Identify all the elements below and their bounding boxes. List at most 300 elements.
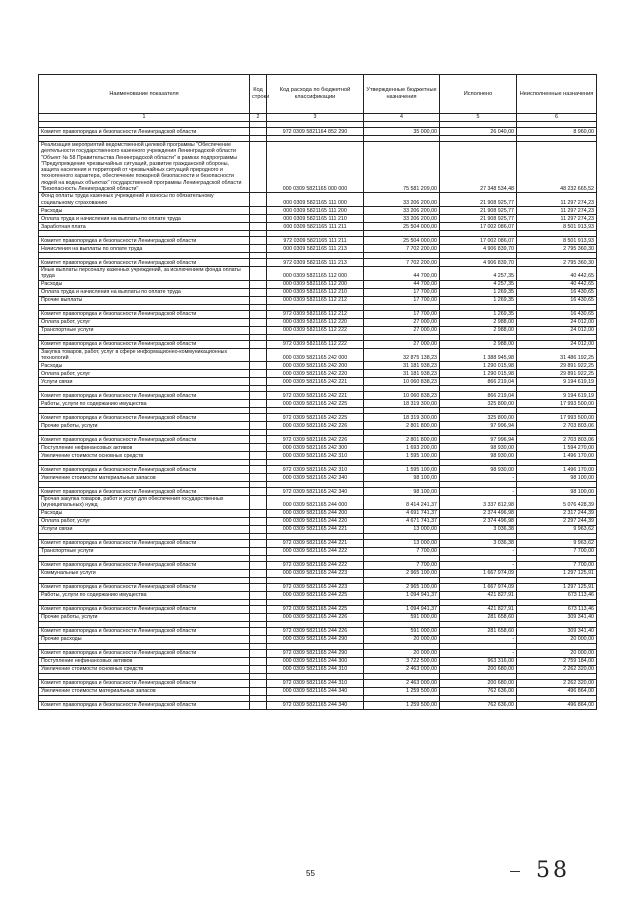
row-indicator-name: Увеличение стоимости материальных запасов [39, 474, 250, 482]
row-indicator-name: Заработная плата [39, 222, 250, 230]
table-row [39, 687, 597, 695]
table-row [39, 649, 597, 657]
row-executed-amount: 4 906 839,70 [440, 244, 517, 252]
row-executed-amount: 866 219,04 [440, 392, 517, 400]
row-approved-amount: 1 259 500,00 [364, 687, 440, 695]
row-executed-amount: 421 827,91 [440, 605, 517, 613]
column-number: 1 [39, 114, 250, 122]
table-row [39, 444, 597, 452]
row-unexecuted-amount: 16 430,65 [517, 310, 597, 318]
row-unexecuted-amount: 8 501 913,93 [517, 222, 597, 230]
table-row [39, 378, 597, 386]
row-budget-code: 000 0309 5821165 244 340 [267, 687, 364, 695]
row-line-code [250, 687, 267, 695]
row-line-code [250, 280, 267, 288]
row-line-code [250, 193, 267, 207]
row-unexecuted-amount: 2 703 803,06 [517, 436, 597, 444]
row-unexecuted-amount: 8 501 913,93 [517, 236, 597, 244]
row-executed-amount: 963 316,00 [440, 657, 517, 665]
row-budget-code: 972 0309 5821165 244 223 [267, 583, 364, 591]
row-executed-amount: - [440, 635, 517, 643]
row-budget-code: 972 0309 5821165 244 290 [267, 649, 364, 657]
row-unexecuted-amount: 40 442,65 [517, 280, 597, 288]
row-approved-amount: 10 060 838,23 [364, 392, 440, 400]
row-approved-amount: 2 801 800,00 [364, 422, 440, 430]
table-row [39, 348, 597, 362]
row-approved-amount: 7 702 200,00 [364, 258, 440, 266]
row-approved-amount: 1 094 941,37 [364, 591, 440, 599]
row-approved-amount: 18 319 300,00 [364, 414, 440, 422]
row-budget-code: 000 0309 5821165 242 220 [267, 370, 364, 378]
row-budget-code: 000 0309 5821165 244 225 [267, 591, 364, 599]
row-executed-amount: 3 036,38 [440, 525, 517, 533]
row-line-code [250, 258, 267, 266]
row-executed-amount: 3 337 812,98 [440, 496, 517, 510]
row-approved-amount: 44 700,00 [364, 266, 440, 280]
row-indicator-name: Расходы [39, 280, 250, 288]
row-approved-amount: 2 463 000,00 [364, 665, 440, 673]
row-line-code [250, 613, 267, 621]
table-row [39, 214, 597, 222]
table-row [39, 422, 597, 430]
row-unexecuted-amount: 1 496 170,00 [517, 452, 597, 460]
table-row [39, 547, 597, 555]
row-indicator-name: Оплата работ, услуг [39, 370, 250, 378]
row-approved-amount: 4 671 741,37 [364, 517, 440, 525]
row-unexecuted-amount: 2 317 244,39 [517, 509, 597, 517]
table-row [39, 310, 597, 318]
table-row [39, 280, 597, 288]
row-indicator-name: Комитет правопорядка и безопасности Ленинградской области [39, 627, 250, 635]
table-row [39, 665, 597, 673]
row-unexecuted-amount: 29 891 922,25 [517, 362, 597, 370]
row-indicator-name: Расходы [39, 206, 250, 214]
table-row [39, 605, 597, 613]
row-budget-code: 000 0309 5821165 242 225 [267, 400, 364, 408]
row-executed-amount: 2 988,00 [440, 340, 517, 348]
handwritten-page-number: 58 [536, 858, 570, 883]
row-executed-amount: 3 036,38 [440, 539, 517, 547]
table-row [39, 288, 597, 296]
table-row [39, 657, 597, 665]
row-unexecuted-amount: 24 012,00 [517, 340, 597, 348]
row-executed-amount: 1 269,35 [440, 296, 517, 304]
row-approved-amount: 33 206 200,00 [364, 214, 440, 222]
budget-execution-table [38, 74, 597, 710]
row-indicator-name: Закупка товаров, работ, услуг в сфере информационно-коммуникационных технологий [39, 348, 250, 362]
row-approved-amount: 17 700,00 [364, 288, 440, 296]
row-executed-amount: 17 002 086,07 [440, 222, 517, 230]
row-indicator-name: Комитет правопорядка и безопасности Ленинградской области [39, 466, 250, 474]
row-line-code [250, 591, 267, 599]
row-unexecuted-amount: 9 963,62 [517, 525, 597, 533]
table-row [39, 244, 597, 252]
row-indicator-name: Услуги связи [39, 525, 250, 533]
row-indicator-name: Увеличение стоимости основных средств [39, 452, 250, 460]
row-indicator-name: Оплата труда и начисления на выплаты по оплате труда [39, 214, 250, 222]
row-line-code [250, 370, 267, 378]
row-unexecuted-amount: 673 113,46 [517, 605, 597, 613]
row-unexecuted-amount: 2 703 803,06 [517, 422, 597, 430]
row-approved-amount: 33 206 200,00 [364, 206, 440, 214]
header-approved: Утвержденные бюджетные назначения [364, 75, 440, 114]
row-unexecuted-amount: 16 430,65 [517, 296, 597, 304]
row-budget-code: 972 0309 5821165 244 221 [267, 539, 364, 547]
row-line-code [250, 561, 267, 569]
row-executed-amount: 97 996,94 [440, 436, 517, 444]
table-row [39, 627, 597, 635]
table-row [39, 539, 597, 547]
row-executed-amount: - [440, 474, 517, 482]
row-approved-amount: 2 463 000,00 [364, 679, 440, 687]
row-unexecuted-amount: 2 795 360,30 [517, 244, 597, 252]
row-unexecuted-amount: 2 262 320,00 [517, 665, 597, 673]
row-approved-amount: 1 595 100,00 [364, 452, 440, 460]
row-executed-amount: 2 988,00 [440, 326, 517, 334]
row-approved-amount: 7 700,00 [364, 561, 440, 569]
row-line-code [250, 539, 267, 547]
row-line-code [250, 525, 267, 533]
table-row [39, 474, 597, 482]
row-indicator-name: Комитет правопорядка и безопасности Ленинградской области [39, 539, 250, 547]
row-approved-amount: 35 000,00 [364, 128, 440, 136]
row-unexecuted-amount: 24 012,00 [517, 326, 597, 334]
row-unexecuted-amount: 17 993 500,00 [517, 414, 597, 422]
row-approved-amount: 13 000,00 [364, 539, 440, 547]
row-approved-amount: 1 693 200,00 [364, 444, 440, 452]
row-line-code [250, 635, 267, 643]
row-approved-amount: 75 581 209,00 [364, 142, 440, 193]
row-unexecuted-amount: 11 297 274,23 [517, 206, 597, 214]
row-budget-code: 000 0309 5821165 242 226 [267, 422, 364, 430]
row-unexecuted-amount: 24 012,00 [517, 318, 597, 326]
row-line-code [250, 474, 267, 482]
table-row [39, 517, 597, 525]
page-number: 55 [306, 869, 315, 878]
row-budget-code: 000 0309 5821165 111 000 [267, 193, 364, 207]
table-row [39, 466, 597, 474]
table-row [39, 635, 597, 643]
row-executed-amount: - [440, 488, 517, 496]
row-indicator-name: Комитет правопорядка и безопасности Ленинградской области [39, 701, 250, 709]
row-line-code [250, 318, 267, 326]
row-approved-amount: 31 181 938,23 [364, 362, 440, 370]
table-row [39, 509, 597, 517]
table-body [39, 122, 597, 710]
table-row [39, 496, 597, 510]
row-line-code [250, 400, 267, 408]
row-line-code [250, 236, 267, 244]
row-executed-amount: - [440, 649, 517, 657]
row-line-code [250, 310, 267, 318]
row-budget-code: 000 0309 5821165 242 340 [267, 474, 364, 482]
row-budget-code: 000 0309 5821165 244 200 [267, 509, 364, 517]
row-budget-code: 972 0309 5821165 242 225 [267, 414, 364, 422]
row-budget-code: 000 0309 5821165 112 200 [267, 280, 364, 288]
row-executed-amount: 1 269,35 [440, 288, 517, 296]
row-line-code [250, 288, 267, 296]
row-unexecuted-amount: 17 993 500,00 [517, 400, 597, 408]
row-indicator-name: Комитет правопорядка и безопасности Ленинградской области [39, 605, 250, 613]
row-executed-amount: 98 930,00 [440, 466, 517, 474]
row-indicator-name: Транспортные услуги [39, 547, 250, 555]
row-executed-amount: 27 348 534,48 [440, 142, 517, 193]
table-row [39, 436, 597, 444]
row-line-code [250, 348, 267, 362]
row-line-code [250, 340, 267, 348]
row-indicator-name: Прочая закупка товаров, работ и услуг для обеспечения государственных (муниципальных) нужд [39, 496, 250, 510]
row-budget-code: 000 0309 5821165 244 221 [267, 525, 364, 533]
row-indicator-name: Комитет правопорядка и безопасности Ленинградской области [39, 583, 250, 591]
row-line-code [250, 657, 267, 665]
row-line-code [250, 378, 267, 386]
row-approved-amount: 32 875 138,23 [364, 348, 440, 362]
row-indicator-name: Комитет правопорядка и безопасности Ленинградской области [39, 310, 250, 318]
row-line-code [250, 517, 267, 525]
row-indicator-name: Увеличение стоимости материальных запасов [39, 687, 250, 695]
table-row [39, 206, 597, 214]
row-executed-amount: - [440, 561, 517, 569]
row-executed-amount: 26 040,00 [440, 128, 517, 136]
column-number: 2 [250, 114, 267, 122]
row-unexecuted-amount: 11 297 274,23 [517, 193, 597, 207]
row-indicator-name: Поступление нефинансовых активов [39, 657, 250, 665]
table-row [39, 525, 597, 533]
row-executed-amount: 762 636,00 [440, 687, 517, 695]
row-approved-amount: 7 700,00 [364, 547, 440, 555]
row-budget-code: 000 0309 5821165 244 222 [267, 547, 364, 555]
row-line-code [250, 649, 267, 657]
row-indicator-name: Реализация мероприятий ведомственной целевой программы "Обеспечение деятельности государственного казенного учреждения Ленинградской области "Объект № 58 Правительства Ленинградской области" в рамках подпрограммы "Предупреждение чрезвычайных ситуаций, развитие гражданской обороны, защита населения и территорий от чрезвычайных ситуаций природного и техногенного характера, обеспечение пожарной безопасности и безопасности людей на водных объектах" государственной программы Ленинградской области "Безопасность Ленинградской области" [39, 142, 250, 193]
row-budget-code: 972 0309 5821165 242 226 [267, 436, 364, 444]
table-row [39, 569, 597, 577]
row-indicator-name: Работы, услуги по содержанию имущества [39, 591, 250, 599]
table-row [39, 266, 597, 280]
row-approved-amount: 1 595 100,00 [364, 466, 440, 474]
row-indicator-name: Расходы [39, 362, 250, 370]
row-indicator-name: Поступление нефинансовых активов [39, 444, 250, 452]
row-line-code [250, 701, 267, 709]
column-number: 5 [440, 114, 517, 122]
column-number: 6 [517, 114, 597, 122]
row-indicator-name: Комитет правопорядка и безопасности Ленинградской области [39, 436, 250, 444]
row-approved-amount: 25 504 000,00 [364, 236, 440, 244]
row-executed-amount: 98 930,00 [440, 452, 517, 460]
row-unexecuted-amount: 9 963,62 [517, 539, 597, 547]
header-row-code: Код строки [250, 75, 267, 114]
row-line-code [250, 466, 267, 474]
row-executed-amount: 1 290 015,98 [440, 362, 517, 370]
row-line-code [250, 547, 267, 555]
row-budget-code: 000 0309 5821165 111 213 [267, 244, 364, 252]
row-budget-code: 972 0309 5821165 111 211 [267, 236, 364, 244]
row-unexecuted-amount: 496 864,00 [517, 701, 597, 709]
row-unexecuted-amount: 673 113,46 [517, 591, 597, 599]
table-row [39, 591, 597, 599]
row-approved-amount: 33 206 200,00 [364, 193, 440, 207]
row-indicator-name: Комитет правопорядка и безопасности Ленинградской области [39, 392, 250, 400]
row-unexecuted-amount: 11 297 274,23 [517, 214, 597, 222]
row-executed-amount: 2 374 496,98 [440, 517, 517, 525]
row-line-code [250, 296, 267, 304]
row-budget-code: 000 0309 5821165 242 310 [267, 452, 364, 460]
row-executed-amount: 4 906 839,70 [440, 258, 517, 266]
table-row [39, 679, 597, 687]
row-unexecuted-amount: 20 000,00 [517, 649, 597, 657]
row-executed-amount: 762 636,00 [440, 701, 517, 709]
row-indicator-name: Комитет правопорядка и безопасности Ленинградской области [39, 414, 250, 422]
row-unexecuted-amount: 48 232 665,52 [517, 142, 597, 193]
row-line-code [250, 362, 267, 370]
row-budget-code: 000 0309 5821165 112 000 [267, 266, 364, 280]
row-line-code [250, 326, 267, 334]
table-header-row [39, 75, 597, 114]
row-line-code [250, 679, 267, 687]
row-line-code [250, 488, 267, 496]
row-budget-code: 000 0309 5821165 112 222 [267, 326, 364, 334]
row-indicator-name: Прочие выплаты [39, 296, 250, 304]
row-executed-amount: 2 374 496,98 [440, 509, 517, 517]
table-row [39, 193, 597, 207]
row-line-code [250, 128, 267, 136]
row-indicator-name: Прочие работы, услуги [39, 613, 250, 621]
row-unexecuted-amount: 31 486 192,25 [517, 348, 597, 362]
row-indicator-name: Оплата работ, услуг [39, 318, 250, 326]
row-unexecuted-amount: 20 000,00 [517, 635, 597, 643]
row-indicator-name: Комитет правопорядка и безопасности Ленинградской области [39, 236, 250, 244]
row-executed-amount: 97 996,94 [440, 422, 517, 430]
row-budget-code: 000 0309 5821165 244 223 [267, 569, 364, 577]
row-budget-code: 000 0309 5821165 111 200 [267, 206, 364, 214]
row-line-code [250, 509, 267, 517]
row-unexecuted-amount: 5 076 428,39 [517, 496, 597, 510]
table-row [39, 561, 597, 569]
footer-dash [510, 871, 520, 872]
row-budget-code: 000 0309 5821165 244 220 [267, 517, 364, 525]
row-approved-amount: 1 094 941,37 [364, 605, 440, 613]
row-approved-amount: 7 702 200,00 [364, 244, 440, 252]
row-line-code [250, 665, 267, 673]
row-budget-code: 000 0309 5821165 244 290 [267, 635, 364, 643]
row-executed-amount: 421 827,91 [440, 591, 517, 599]
row-executed-amount: 21 908 925,77 [440, 206, 517, 214]
row-indicator-name: Оплата труда и начисления на выплаты по оплате труда [39, 288, 250, 296]
row-approved-amount: 44 700,00 [364, 280, 440, 288]
row-budget-code: 000 0309 5821165 111 210 [267, 214, 364, 222]
row-line-code [250, 627, 267, 635]
table-row [39, 340, 597, 348]
table-row [39, 701, 597, 709]
row-executed-amount: 4 257,35 [440, 266, 517, 280]
row-approved-amount: 17 700,00 [364, 310, 440, 318]
row-budget-code: 000 0309 5821165 244 300 [267, 657, 364, 665]
row-budget-code: 972 0309 5821165 242 221 [267, 392, 364, 400]
header-budget-code: Код расхода по бюджетной классификации [267, 75, 364, 114]
row-budget-code: 000 0309 5821165 242 200 [267, 362, 364, 370]
row-executed-amount: 17 002 086,07 [440, 236, 517, 244]
row-indicator-name: Комитет правопорядка и безопасности Ленинградской области [39, 561, 250, 569]
row-approved-amount: 25 504 000,00 [364, 222, 440, 230]
row-approved-amount: 10 060 838,23 [364, 378, 440, 386]
row-approved-amount: 4 691 741,37 [364, 509, 440, 517]
row-indicator-name: Комитет правопорядка и безопасности Ленинградской области [39, 258, 250, 266]
row-budget-code: 972 0309 5821165 244 340 [267, 701, 364, 709]
row-indicator-name: Коммунальные услуги [39, 569, 250, 577]
row-budget-code: 972 0309 5821165 111 213 [267, 258, 364, 266]
row-approved-amount: 591 000,00 [364, 627, 440, 635]
row-indicator-name: Комитет правопорядка и безопасности Ленинградской области [39, 679, 250, 687]
row-executed-amount: 2 988,00 [440, 318, 517, 326]
row-executed-amount: 1 667 974,09 [440, 583, 517, 591]
row-indicator-name: Расходы [39, 509, 250, 517]
row-budget-code: 000 0309 5821165 112 210 [267, 288, 364, 296]
row-approved-amount: 20 000,00 [364, 635, 440, 643]
row-indicator-name: Увеличение стоимости основных средств [39, 665, 250, 673]
row-budget-code: 972 0309 5821165 242 310 [267, 466, 364, 474]
column-number: 4 [364, 114, 440, 122]
row-unexecuted-amount: 9 194 619,19 [517, 392, 597, 400]
row-executed-amount: 1 667 974,09 [440, 569, 517, 577]
row-executed-amount: 281 658,60 [440, 627, 517, 635]
row-unexecuted-amount: 1 594 270,00 [517, 444, 597, 452]
row-budget-code: 972 0309 5821165 244 310 [267, 679, 364, 687]
row-budget-code: 000 0309 5821165 000 000 [267, 142, 364, 193]
table-row [39, 370, 597, 378]
table-row [39, 296, 597, 304]
table-row [39, 128, 597, 136]
row-budget-code: 972 0309 5821165 242 340 [267, 488, 364, 496]
row-indicator-name: Комитет правопорядка и безопасности Ленинградской области [39, 488, 250, 496]
row-executed-amount: 21 908 925,77 [440, 193, 517, 207]
row-unexecuted-amount: 8 960,00 [517, 128, 597, 136]
row-executed-amount: 866 219,04 [440, 378, 517, 386]
table-row [39, 392, 597, 400]
row-budget-code: 000 0309 5821165 242 221 [267, 378, 364, 386]
column-number: 3 [267, 114, 364, 122]
row-indicator-name: Иные выплаты персоналу казенных учреждений, за исключением фонда оплаты труда [39, 266, 250, 280]
row-approved-amount: 98 100,00 [364, 474, 440, 482]
row-approved-amount: 18 319 300,00 [364, 400, 440, 408]
row-approved-amount: 27 000,00 [364, 318, 440, 326]
row-line-code [250, 222, 267, 230]
row-approved-amount: 98 100,00 [364, 488, 440, 496]
row-line-code [250, 452, 267, 460]
row-executed-amount: - [440, 547, 517, 555]
row-unexecuted-amount: 7 700,00 [517, 547, 597, 555]
row-indicator-name: Комитет правопорядка и безопасности Ленинградской области [39, 649, 250, 657]
row-budget-code: 000 0309 5821165 244 226 [267, 613, 364, 621]
row-approved-amount: 17 700,00 [364, 296, 440, 304]
row-executed-amount: 4 257,35 [440, 280, 517, 288]
row-approved-amount: 1 259 500,00 [364, 701, 440, 709]
row-unexecuted-amount: 2 795 360,30 [517, 258, 597, 266]
row-budget-code: 000 0309 5821165 112 212 [267, 296, 364, 304]
row-line-code [250, 605, 267, 613]
row-approved-amount: 27 000,00 [364, 340, 440, 348]
row-budget-code: 000 0309 5821165 244 310 [267, 665, 364, 673]
row-approved-amount: 8 414 241,37 [364, 496, 440, 510]
row-budget-code: 000 0309 5821165 112 220 [267, 318, 364, 326]
row-unexecuted-amount: 98 100,00 [517, 488, 597, 496]
row-approved-amount: 13 000,00 [364, 525, 440, 533]
row-unexecuted-amount: 9 194 619,19 [517, 378, 597, 386]
row-budget-code: 972 0309 5821165 244 226 [267, 627, 364, 635]
row-approved-amount: 591 000,00 [364, 613, 440, 621]
row-indicator-name: Работы, услуги по содержанию имущества [39, 400, 250, 408]
table-row [39, 236, 597, 244]
row-approved-amount: 2 965 100,00 [364, 583, 440, 591]
row-approved-amount: 31 181 938,23 [364, 370, 440, 378]
